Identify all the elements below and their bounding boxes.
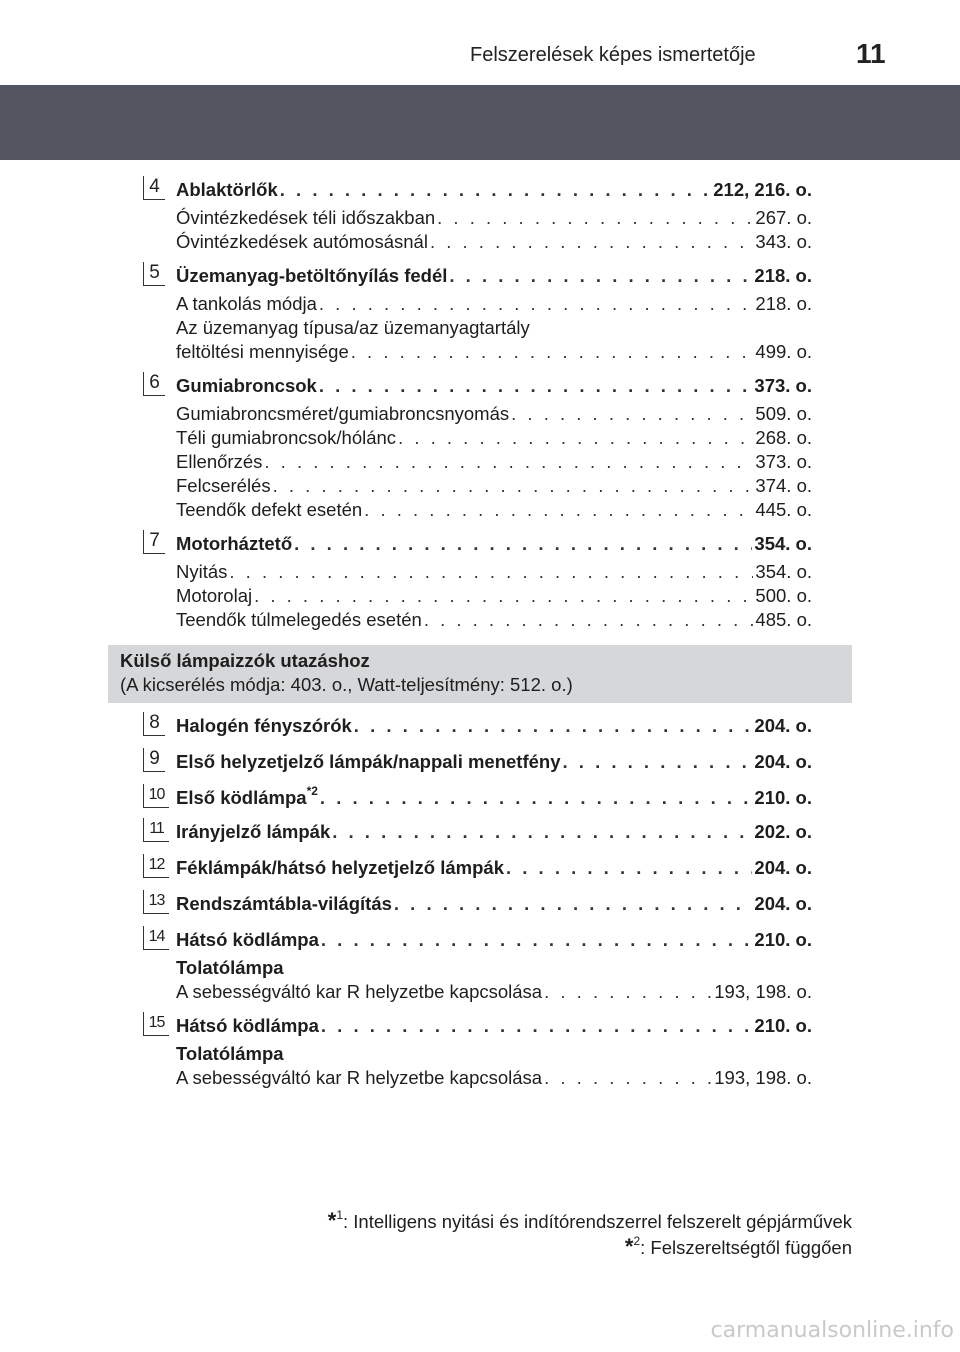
footnote-ref: *2	[306, 783, 318, 798]
item-number-badge: 9	[143, 748, 165, 772]
toc-entry-sub[interactable]: Teendők túlmelegedés esetén . . . 485. o.	[176, 608, 812, 632]
footnote-1: *$^1$: Intelligens nyitási és indítórendszerrel felszerelt gépjárművek	[327, 1207, 852, 1233]
toc-entry-main[interactable]	[176, 178, 812, 202]
toc-entry-sub[interactable]: Téli gumiabroncsok/hólánc . . . 268. o.	[176, 426, 812, 450]
toc-entry-main[interactable]: Gumiabroncsok . . . 373. o.	[176, 374, 812, 398]
toc-entry-main[interactable]: Hátsó ködlámpa . . . 210. o.	[176, 928, 812, 952]
toc-entry-sub[interactable]: A sebességváltó kar R helyzetbe kapcsolása . . . 193, 198. o.	[176, 1066, 812, 1090]
header-title: Felszerelések képes ismertetője	[470, 44, 756, 66]
toc-entry-extra: Tolatólámpa	[176, 957, 284, 978]
item-number-badge: 7	[143, 530, 165, 554]
entry-page: 212, 216. o.	[713, 179, 812, 200]
entry-label: Ablaktörlők	[176, 179, 278, 200]
toc-entry-extra: Tolatólámpa	[176, 1043, 284, 1064]
page-number: 11	[856, 38, 886, 69]
item-number-badge: 15	[143, 1012, 169, 1036]
toc-entry-sub[interactable]: Óvintézkedések autómosásnál . . . 343. o.	[176, 230, 812, 254]
watermark: carmanualsonline.info	[710, 1318, 954, 1343]
header-band	[0, 85, 960, 160]
toc-entry-main[interactable]: Első ködlámpa$^{*2}$ . . . 210. o.	[176, 786, 812, 810]
item-number-badge: 8	[143, 712, 165, 736]
toc-entry-sub[interactable]: Teendők defekt esetén . . . 445. o.	[176, 498, 812, 522]
item-number-badge: 13	[143, 890, 169, 914]
item-number-badge: 5	[143, 262, 165, 286]
item-number-badge: 10	[143, 784, 169, 808]
item-number-badge: 14	[143, 926, 169, 950]
footnote-2: *$^2$: Felszereltségtől függően	[624, 1233, 852, 1259]
toc-entry-main[interactable]: Üzemanyag-betöltőnyílás fedél . . . 218. o.	[176, 264, 812, 288]
toc-entry-main[interactable]: Irányjelző lámpák . . . 202. o.	[176, 820, 812, 844]
item-number-badge: 12	[143, 854, 169, 878]
item-number-badge: 11	[143, 818, 169, 842]
toc-entry-main[interactable]: Rendszámtábla-világítás . . . 204. o.	[176, 892, 812, 916]
toc-entry-sub[interactable]: Gumiabroncsméret/gumiabroncsnyomás . . . 509. o.	[176, 402, 812, 426]
toc-entry-sub[interactable]: Óvintézkedések téli időszakban . . . 267. o.	[176, 206, 812, 230]
lamps-box-subtitle: (A kicserélés módja: 403. o., Watt-teljesítmény: 512. o.)	[120, 674, 573, 695]
toc-entry-sub[interactable]: A tankolás módja . . . 218. o.	[176, 292, 812, 316]
toc-entry-sub-line: Az üzemanyag típusa/az üzemanyagtartály	[176, 317, 530, 338]
toc-entry-sub[interactable]: Ellenőrzés . . . 373. o.	[176, 450, 812, 474]
lamps-box-title: Külső lámpaizzók utazáshoz	[120, 650, 370, 671]
toc-entry-sub[interactable]: feltöltési mennyisége . . . 499. o.	[176, 340, 812, 364]
toc-entry-main[interactable]: Első helyzetjelző lámpák/nappali menetfény . . . 204. o.	[176, 750, 812, 774]
toc-entry-main[interactable]: Halogén fényszórók . . . 204. o.	[176, 714, 812, 738]
toc-entry-sub[interactable]: Felcserélés . . . 374. o.	[176, 474, 812, 498]
toc-entry-main[interactable]: Féklámpák/hátsó helyzetjelző lámpák . . . 204. o.	[176, 856, 812, 880]
item-number-badge: 6	[143, 372, 165, 396]
toc-entry-sub[interactable]: Motorolaj . . . 500. o.	[176, 584, 812, 608]
toc-entry-sub[interactable]: Nyitás . . . 354. o.	[176, 560, 812, 584]
toc-entry-main[interactable]: Motorháztető . . . 354. o.	[176, 532, 812, 556]
header-bar	[0, 0, 960, 85]
toc-entry-main[interactable]: Hátsó ködlámpa . . . 210. o.	[176, 1014, 812, 1038]
toc-entry-sub[interactable]: A sebességváltó kar R helyzetbe kapcsolása . . . 193, 198. o.	[176, 980, 812, 1004]
item-number-badge: 4	[143, 176, 165, 200]
